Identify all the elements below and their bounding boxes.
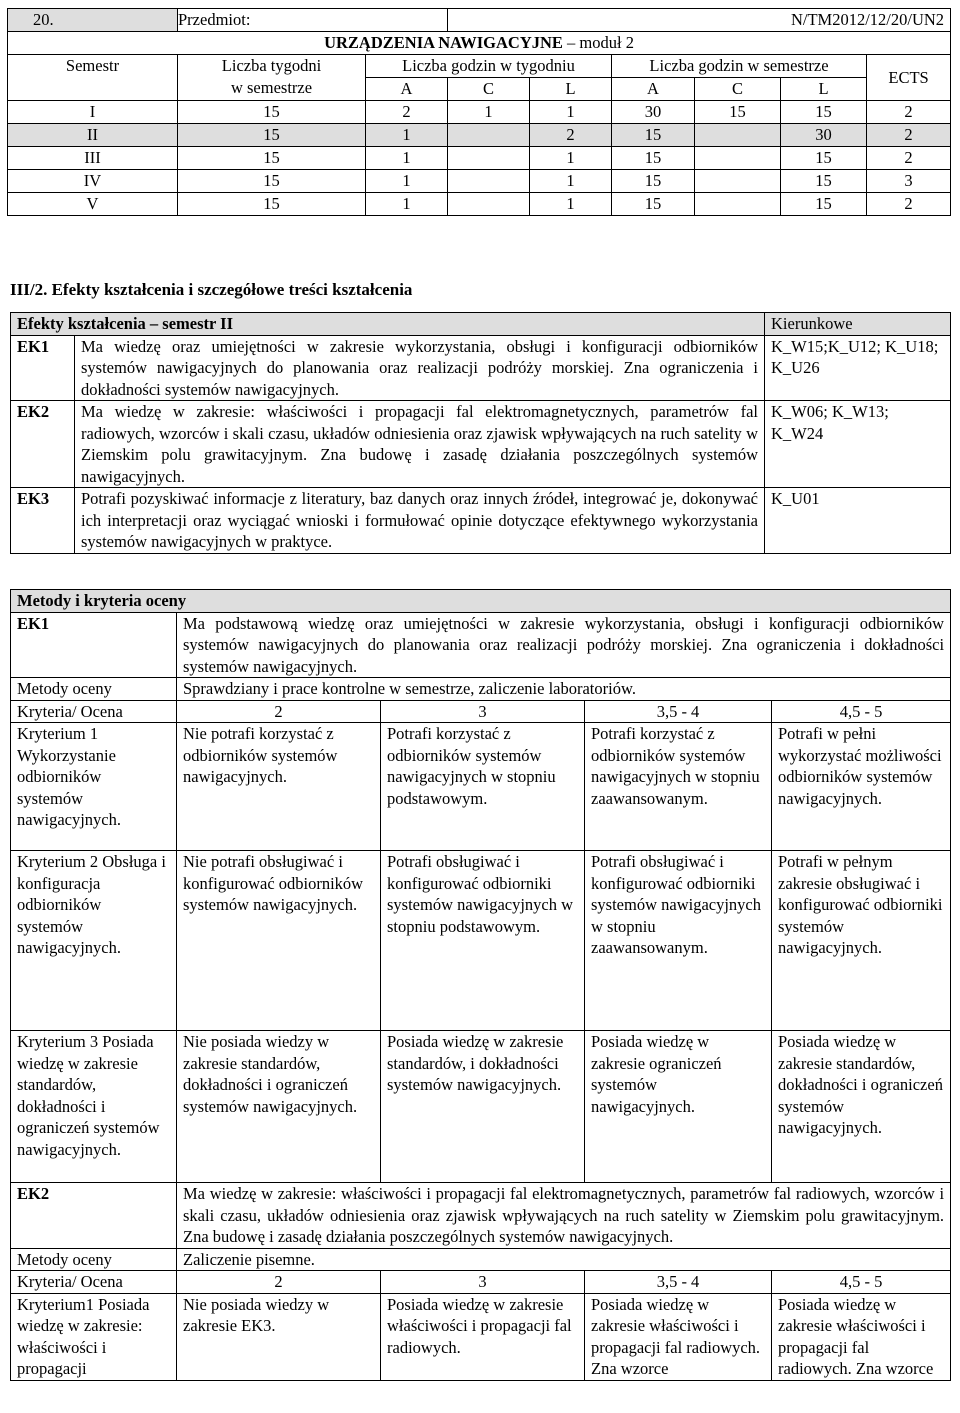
effect-text: Potrafi pozyskiwać informacje z literatury, baz danych oraz innych źródeł, integrować je, dokonywać ich interpretacji oraz wyciągać wnioski i formułować opinie dotyczące efektywnego wykorzystania systemów nawigacyjnych w praktyce. xyxy=(75,488,765,554)
cell: 15 xyxy=(178,147,366,170)
sub-c: C xyxy=(695,78,781,101)
sub-a: A xyxy=(612,78,695,101)
col-semestr: Semestr xyxy=(8,55,178,101)
criterion-row xyxy=(11,723,951,851)
cell: 15 xyxy=(781,170,867,193)
grade-2: 2 xyxy=(177,1271,381,1294)
effect-text: Ma wiedzę oraz umiejętności w zakresie wykorzystania, obsługi i konfiguracji odbiorników systemów nawigacyjnych do planowania oraz realizacji podróży morskiej. Zna ograniczenia i dokładności systemów nawigacyjnych. xyxy=(75,335,765,401)
effect-text: Ma wiedzę w zakresie: właściwości i propagacji fal elektromagnetycznych, parametrów fal radiowych, wzorców i skali czasu, układów odniesienia oraz zjawisk wpływających na ruch satelity w Ziemskim polu grawitacyjnym. Zna budowę i zasadę działania poszczególnych systemów nawigacyjnych. xyxy=(75,401,765,488)
cell: 15 xyxy=(178,101,366,124)
grade-2: 2 xyxy=(177,700,381,723)
grade-3-5-4: 3,5 - 4 xyxy=(585,700,772,723)
cell: 15 xyxy=(178,170,366,193)
sub-c: C xyxy=(448,78,530,101)
criterion-cell: Potrafi korzystać z odbiorników systemów nawigacyjnych w stopniu podstawowym. xyxy=(381,723,585,851)
grade-4-5-5: 4,5 - 5 xyxy=(772,700,951,723)
sub-a: A xyxy=(366,78,448,101)
criterion-name: Kryterium 1 Wykorzystanie odbiorników systemów nawigacyjnych. xyxy=(11,723,177,851)
criterion-cell: Posiada wiedzę w zakresie standardów, i dokładności systemów nawigacyjnych. xyxy=(381,1031,585,1183)
methods-label: Metody oceny xyxy=(11,678,177,701)
criterion-cell: Potrafi korzystać z odbiorników systemów nawigacyjnych w stopniu zaawansowanym. xyxy=(585,723,772,851)
col-hours-sem: Liczba godzin w semestrze xyxy=(612,55,867,78)
grade-4-5-5: 4,5 - 5 xyxy=(772,1271,951,1294)
ek1-methods: Sprawdziany i prace kontrolne w semestrze, zaliczenie laboratoriów. xyxy=(177,678,951,701)
criterion-row xyxy=(11,851,951,1031)
cell: 2 xyxy=(530,124,612,147)
criterion-cell: Nie potrafi korzystać z odbiorników systemów nawigacyjnych. xyxy=(177,723,381,851)
cell xyxy=(695,170,781,193)
cell: IV xyxy=(8,170,178,193)
criterion-cell: Potrafi obsługiwać i konfigurować odbiorniki systemów nawigacyjnych w stopniu podstawowym. xyxy=(381,851,585,1031)
cell: 15 xyxy=(178,124,366,147)
criterion-cell: Nie potrafi obsługiwać i konfigurować odbiorników systemów nawigacyjnych. xyxy=(177,851,381,1031)
col-ects: ECTS xyxy=(867,55,951,101)
cell: 1 xyxy=(366,193,448,216)
cell xyxy=(448,170,530,193)
criterion-cell: Posiada wiedzę w zakresie właściwości i propagacji fal radiowych. Zna wzorce xyxy=(772,1293,951,1380)
criteria-label: Kryteria/ Ocena xyxy=(11,700,177,723)
grade-3: 3 xyxy=(381,1271,585,1294)
criterion-cell: Posiada wiedzę w zakresie właściwości i propagacji fal radiowych. Zna wzorce xyxy=(585,1293,772,1380)
cell: I xyxy=(8,101,178,124)
methods-title: Metody i kryteria oceny xyxy=(11,590,951,613)
effect-id: EK3 xyxy=(11,488,75,554)
cell: 1 xyxy=(530,193,612,216)
cell: 15 xyxy=(612,170,695,193)
cell xyxy=(448,124,530,147)
cell: 1 xyxy=(366,170,448,193)
cell: 3 xyxy=(867,170,951,193)
effect-refs: K_W15;K_U12; K_U18; K_U26 xyxy=(765,335,951,401)
effect-row xyxy=(11,401,951,488)
ek1-id: EK1 xyxy=(11,612,177,678)
criterion-cell: Posiada wiedzę w zakresie właściwości i propagacji fal radiowych. xyxy=(381,1293,585,1380)
cell: 30 xyxy=(612,101,695,124)
effects-head-refs: Kierunkowe xyxy=(765,313,951,336)
col-hours-week: Liczba godzin w tygodniu xyxy=(366,55,612,78)
effect-refs: K_U01 xyxy=(765,488,951,554)
cell xyxy=(695,193,781,216)
effects-head: Efekty kształcenia – semestr II xyxy=(11,313,765,336)
cell: 15 xyxy=(781,147,867,170)
cell: 1 xyxy=(530,147,612,170)
criterion-cell: Nie posiada wiedzy w zakresie EK3. xyxy=(177,1293,381,1380)
cell: 2 xyxy=(867,193,951,216)
header-table xyxy=(7,8,951,216)
module-title: URZĄDZENIA NAWIGACYJNE – moduł 2 xyxy=(8,32,951,55)
cell: 15 xyxy=(612,147,695,170)
grade-3: 3 xyxy=(381,700,585,723)
ek2-id: EK2 xyxy=(11,1183,177,1249)
cell xyxy=(448,147,530,170)
criterion-name: Kryterium1 Posiada wiedzę w zakresie: właściwości i propagacji xyxy=(11,1293,177,1380)
cell: 15 xyxy=(781,193,867,216)
cell: 1 xyxy=(366,124,448,147)
cell xyxy=(695,124,781,147)
cell: 2 xyxy=(366,101,448,124)
table-row xyxy=(8,170,951,193)
criterion-row xyxy=(11,1031,951,1183)
cell: 1 xyxy=(448,101,530,124)
cell: 2 xyxy=(867,147,951,170)
criterion-cell: Potrafi w pełnym zakresie obsługiwać i konfigurować odbiorniki systemów nawigacyjnych. xyxy=(772,851,951,1031)
subject-code: N/TM2012/12/20/UN2 xyxy=(448,9,951,32)
cell: 15 xyxy=(612,124,695,147)
criterion-cell: Posiada wiedzę w zakresie ograniczeń systemów nawigacyjnych. xyxy=(585,1031,772,1183)
subject-label: Przedmiot: xyxy=(178,9,448,32)
cell: 15 xyxy=(781,101,867,124)
cell: 2 xyxy=(867,124,951,147)
sub-l: L xyxy=(781,78,867,101)
criterion-cell: Potrafi w pełni wykorzystać możliwości odbiorników systemów nawigacyjnych. xyxy=(772,723,951,851)
criterion-name: Kryterium 2 Obsługa i konfiguracja odbiorników systemów nawigacyjnych. xyxy=(11,851,177,1031)
criteria-label: Kryteria/ Ocena xyxy=(11,1271,177,1294)
cell: 15 xyxy=(612,193,695,216)
effects-table xyxy=(10,312,951,554)
sub-l: L xyxy=(530,78,612,101)
cell xyxy=(695,147,781,170)
ek1-text: Ma podstawową wiedzę oraz umiejętności w zakresie wykorzystania, obsługi i konfiguracji odbiorników systemów nawigacyjnych do planowania oraz realizacji podróży morskiej. Zna ograniczenia i dokładności systemów nawigacyjnych. xyxy=(177,612,951,678)
cell: 15 xyxy=(695,101,781,124)
methods-table xyxy=(10,589,951,1381)
criterion-row xyxy=(11,1293,951,1380)
effect-row xyxy=(11,488,951,554)
cell: V xyxy=(8,193,178,216)
cell: 1 xyxy=(530,101,612,124)
methods-label: Metody oceny xyxy=(11,1248,177,1271)
col-weeks: Liczba tygodni w semestrze xyxy=(178,55,366,101)
table-row xyxy=(8,101,951,124)
table-row xyxy=(8,124,951,147)
table-row xyxy=(8,147,951,170)
cell: II xyxy=(8,124,178,147)
cell: 2 xyxy=(867,101,951,124)
cell: III xyxy=(8,147,178,170)
cell: 30 xyxy=(781,124,867,147)
cell: 15 xyxy=(178,193,366,216)
cell xyxy=(448,193,530,216)
effect-id: EK2 xyxy=(11,401,75,488)
table-row xyxy=(8,193,951,216)
grade-3-5-4: 3,5 - 4 xyxy=(585,1271,772,1294)
criterion-name: Kryterium 3 Posiada wiedzę w zakresie standardów, dokładności i ograniczeń systemów nawigacyjnych. xyxy=(11,1031,177,1183)
effect-refs: K_W06; K_W13; K_W24 xyxy=(765,401,951,488)
ek2-text: Ma wiedzę w zakresie: właściwości i propagacji fal elektromagnetycznych, parametrów fal radiowych, wzorców i skali czasu, układów odniesienia oraz zjawisk wpływających na ruch satelity w Ziemskim polu grawitacyjnym. Zna budowę i zasadę działania poszczególnych systemów nawigacyjnych. xyxy=(177,1183,951,1249)
cell: 1 xyxy=(366,147,448,170)
subject-number: 20. xyxy=(8,9,178,32)
criterion-cell: Potrafi obsługiwać i konfigurować odbiorniki systemów nawigacyjnych w stopniu zaawansowanym. xyxy=(585,851,772,1031)
section-title: III/2. Efekty kształcenia i szczegółowe treści kształcenia xyxy=(10,280,413,299)
effect-id: EK1 xyxy=(11,335,75,401)
cell: 1 xyxy=(530,170,612,193)
effect-row xyxy=(11,335,951,401)
criterion-cell: Posiada wiedzę w zakresie standardów, dokładności i ograniczeń systemów nawigacyjnych. xyxy=(772,1031,951,1183)
criterion-cell: Nie posiada wiedzy w zakresie standardów, dokładności i ograniczeń systemów nawigacyjnych. xyxy=(177,1031,381,1183)
ek2-methods: Zaliczenie pisemne. xyxy=(177,1248,951,1271)
